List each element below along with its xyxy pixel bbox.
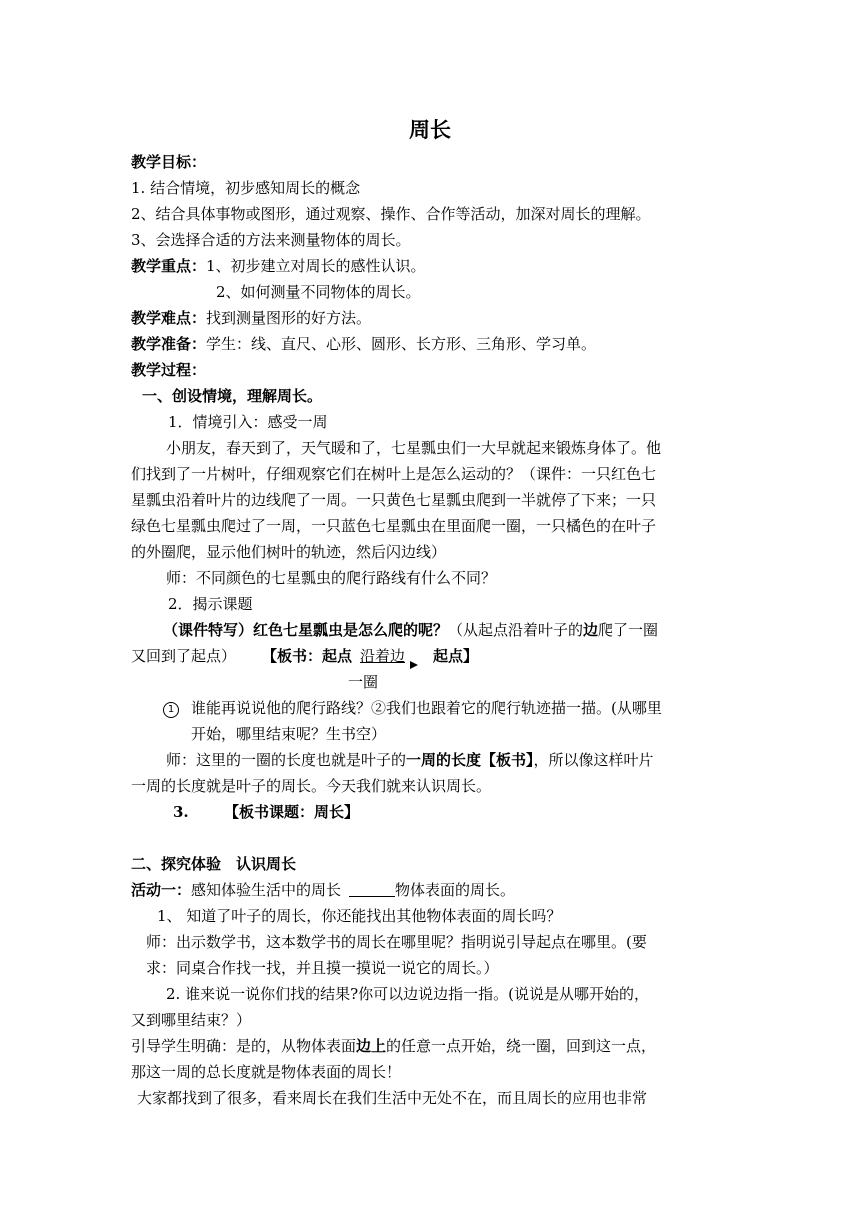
section2-heading: 二、探究体验 认识周长	[131, 855, 297, 873]
key-points-label: 教学重点：	[131, 257, 207, 275]
step3-num: 3.	[173, 803, 189, 821]
step1: 1．情境引入：感受一周	[168, 413, 328, 431]
preparation-label: 教学准备：	[131, 335, 207, 353]
step3-text: 【板书课题：周长】	[224, 803, 360, 821]
section1-heading: 一、创设情境，理解周长。	[142, 387, 323, 405]
preparation-line	[131, 334, 596, 354]
step2: 2．揭示课题	[168, 595, 253, 613]
goals-heading: 教学目标：	[131, 153, 207, 171]
story-line: 星瓢虫沿着叶片的边线爬了一周。一只黄色七星瓢虫爬到一半就停了下来；一只	[131, 491, 657, 509]
board-end: 起点】	[433, 647, 479, 665]
question-text: 谁能再说说他的爬行路线？②我们也跟着它的爬行轨迹描一描。(从哪里	[191, 699, 662, 717]
difficulty-label: 教学难点：	[131, 309, 207, 327]
item1: 1、 知道了叶子的周长，你还能找出其他物体表面的周长吗？	[157, 907, 562, 925]
special-line2: 又回到了起点）	[131, 647, 237, 665]
special-answer-end: 爬了一圈	[598, 621, 659, 639]
process-heading: 教学过程：	[131, 361, 207, 379]
circled-number-icon: 1	[163, 702, 179, 718]
activity-after: 物体表面的周长。	[395, 881, 516, 899]
activity-text: 感知体验生活中的周长	[191, 881, 342, 899]
special-answer: （从起点沿着叶子的	[448, 621, 584, 639]
goal-item: 2、结合具体事物或图形，通过观察、操作、合作等活动，加深对周长的理解。	[131, 205, 651, 223]
guide-line-2: 那这一周的总长度就是物体表面的周长！	[131, 1063, 402, 1081]
key-point-1: 1、初步建立对周长的感性认识。	[206, 257, 426, 275]
activity-line	[131, 880, 515, 900]
teacher1: 师：出示数学书，这本数学书的周长在哪里呢？指明说引导起点在哪里。(要	[146, 933, 647, 951]
special-question: （课件特写）红色七星瓢虫是怎么爬的呢？	[163, 621, 449, 639]
teacher-bold: 一周的长度【板书】	[406, 751, 534, 769]
teacher-line	[166, 750, 654, 770]
teacher-question: 师：不同颜色的七星瓢虫的爬行路线有什么不同？	[166, 569, 497, 587]
teacher-text-end: ，所以像这样叶片	[533, 751, 654, 769]
item2: 2. 谁来说一说你们找的结果?你可以边说边指一指。(说说是从哪开始的，	[166, 985, 649, 1003]
question-line	[163, 698, 662, 718]
preparation-text: 学生：线、直尺、心形、圆形、长方形、三角形、学习单。	[206, 335, 597, 353]
guide-line	[131, 1036, 656, 1056]
special-line	[163, 620, 658, 640]
story-line: 们找到了一片树叶，仔细观察它们在树叶上是怎么运动的？（课件：一只红色七	[131, 465, 657, 483]
goal-item: 3、会选择合适的方法来测量物体的周长。	[131, 231, 411, 249]
guide-text: 引导学生明确：是的，从物体表面	[131, 1037, 357, 1055]
activity-label: 活动一：	[131, 881, 192, 899]
special-edge: 边	[583, 621, 599, 639]
board-line	[131, 646, 478, 666]
teacher-line-2: 一周的长度就是叶子的周长。今天我们就来认识周长。	[131, 777, 492, 795]
difficulty-text: 找到测量图形的好方法。	[206, 309, 372, 327]
guide-bold: 边上	[356, 1037, 387, 1055]
item2b: 又到哪里结束？）	[131, 1011, 252, 1029]
arrow-icon	[374, 660, 418, 670]
board-path: 沿着边	[360, 647, 406, 665]
teacher-text: 师：这里的一圈的长度也就是叶子的	[166, 751, 407, 769]
goal-item: 1. 结合情境，初步感知周长的概念	[131, 179, 361, 197]
board-below: 一圈	[348, 673, 379, 691]
teacher1b: 求：同桌合作找一找，并且摸一摸说一说它的周长。）	[146, 959, 499, 977]
page-title: 周长	[409, 118, 451, 142]
fill-blank	[349, 882, 395, 897]
guide-text-end: 的任意一点开始，绕一圈，回到这一点，	[386, 1037, 657, 1055]
story-line: 绿色七星瓢虫爬过了一周，一只蓝色七星瓢虫在里面爬一圈，一只橘色的在叶子	[131, 517, 657, 535]
question-text-2: 开始，哪里结束呢？生书空）	[191, 725, 387, 743]
difficulty-line	[131, 308, 371, 328]
story-line: 的外圈爬，显示他们树叶的轨迹，然后闪边线）	[131, 543, 447, 561]
key-point-2: 2、如何测量不同物体的周长。	[216, 283, 421, 301]
last-line: 大家都找到了很多，看来周长在我们生活中无处不在，而且周长的应用也非常	[137, 1089, 648, 1107]
key-points-line	[131, 256, 426, 276]
story-line: 小朋友，春天到了，天气暖和了，七星瓢虫们一大早就起来锻炼身体了。他	[166, 439, 662, 457]
board-start: 【板书：起点	[262, 647, 353, 665]
